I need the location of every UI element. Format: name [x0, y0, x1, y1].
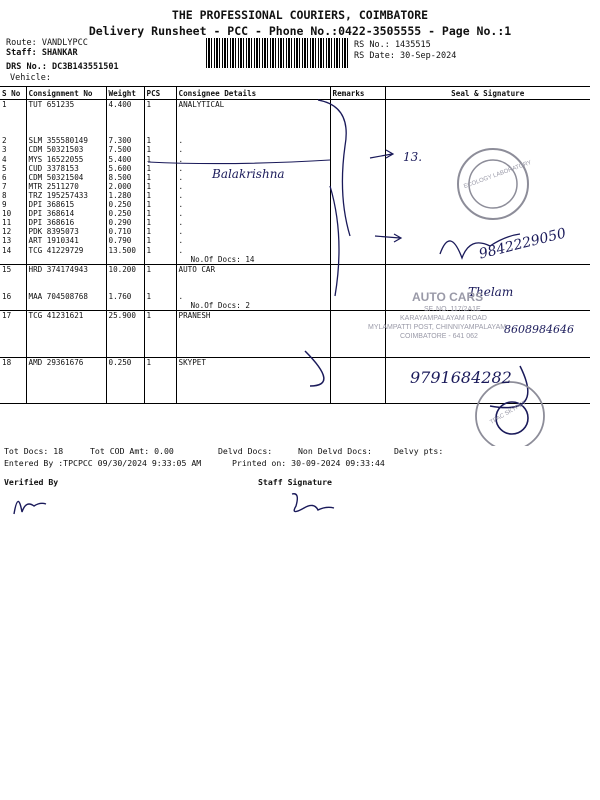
row-pcs: 1 [144, 173, 176, 182]
row-sno: 2 [2, 136, 7, 146]
row-sno: 13 [2, 236, 12, 246]
row-sno: 8 [2, 190, 7, 200]
rs-number: RS No.: 1435515 [354, 40, 431, 50]
row-consignment: TCG 41229729 [26, 246, 106, 255]
col-remarks: Remarks [330, 87, 385, 100]
row-consignee: . [176, 136, 330, 145]
col-seal: Seal & Signature [385, 87, 590, 100]
row-weight: 0.250 [106, 200, 144, 209]
staff-signature: Staff Signature [258, 477, 332, 487]
row-consignment: SLM 355580149 [26, 136, 106, 145]
non-delvd-docs: Non Delvd Docs: [298, 446, 372, 456]
row-pcs: 1 [144, 236, 176, 245]
row-consignee: . [176, 145, 330, 154]
autocar-stamp-line2: KARAYAMPALAYAM ROAD [400, 315, 487, 322]
staff-label: Staff: SHANKAR [6, 48, 78, 58]
row-weight: 0.290 [106, 218, 144, 227]
row-consignee: . [176, 191, 330, 200]
handwriting-marks [0, 86, 600, 446]
row-weight: 4.400 [106, 100, 144, 110]
row-weight: 10.200 [106, 264, 144, 274]
row-consignment: MAA 704508768 [26, 292, 106, 301]
barcode [206, 38, 348, 68]
row-weight: 8.500 [106, 173, 144, 182]
row-weight: 0.790 [106, 236, 144, 245]
row-consignee: ANALYTICAL [176, 100, 330, 110]
row-consignment: CDM 50321503 [26, 145, 106, 154]
skypet-stamp: TPAC SKYPET [489, 400, 528, 426]
row-consignment: HRD 374174943 [26, 264, 106, 274]
row-consignment: TCG 41231621 [26, 311, 106, 321]
row-consignee: . [176, 164, 330, 173]
row-consignment: ART 1910341 [26, 236, 106, 245]
row-consignee: . [176, 236, 330, 245]
col-pcs: PCS [144, 87, 176, 100]
row-consignment: TRZ 195257433 [26, 191, 106, 200]
row-consignee: . [176, 155, 330, 164]
row-sno: 3 [2, 145, 7, 155]
rs-date: RS Date: 30-Sep-2024 [354, 51, 457, 61]
row-consignment: CDM 50321504 [26, 173, 106, 182]
row-consignment: AMD 29361676 [26, 357, 106, 367]
entered-by: Entered By :TPCPCC 09/30/2024 9:33:05 AM [4, 458, 202, 468]
row-sno: 6 [2, 172, 7, 182]
row-pcs: 1 [144, 292, 176, 301]
row-consignee: . [176, 292, 330, 301]
row-sno: 17 [2, 311, 12, 321]
runsheet-subtitle: Delivery Runsheet - PCC - Phone No.:0422-3505555 - Page No.:1 [88, 24, 512, 38]
row-consignee: . [176, 173, 330, 182]
row-consignee: . [176, 227, 330, 236]
row-pcs: 1 [144, 227, 176, 236]
row-weight: 1.280 [106, 191, 144, 200]
row-pcs: 1 [144, 155, 176, 164]
row-weight: 7.500 [106, 145, 144, 154]
row-consignment: MYS 16522055 [26, 155, 106, 164]
row-sno: 10 [2, 209, 12, 219]
row-consignment: MTR 2511270 [26, 182, 106, 191]
row-consignee: No.Of Docs: 2 [176, 301, 330, 311]
hw-autocar-sig: Thelam [468, 285, 514, 299]
row-weight: 0.250 [106, 357, 144, 367]
row-consignment: DPI 368615 [26, 200, 106, 209]
col-consignee: Consignee Details [176, 87, 330, 100]
col-consignment: Consignment No [26, 87, 106, 100]
row-sno: 11 [2, 218, 12, 228]
row-sno: 7 [2, 181, 7, 191]
row-pcs: 1 [144, 182, 176, 191]
hw-note: 13. [403, 150, 423, 164]
row-pcs: 1 [144, 100, 176, 110]
row-consignee: . [176, 246, 330, 255]
row-sno: 12 [2, 227, 12, 237]
hw-phone2: 8608984646 [504, 323, 574, 336]
row-consignment: PDK 8395073 [26, 227, 106, 236]
row-pcs: 1 [144, 357, 176, 367]
vehicle-label: Vehicle: [10, 73, 51, 83]
hw-balakrishna: Balakrishna [212, 167, 285, 181]
col-weight: Weight [106, 87, 144, 100]
row-pcs: 1 [144, 164, 176, 173]
row-consignee: AUTO CAR [176, 264, 330, 274]
hw-pranesh-phone: 9791684282 [410, 368, 512, 387]
row-pcs: 1 [144, 246, 176, 255]
row-weight: 13.500 [106, 246, 144, 255]
row-pcs: 1 [144, 311, 176, 321]
row-weight: 0.710 [106, 227, 144, 236]
row-sno: 9 [2, 200, 7, 210]
row-consignee: . [176, 209, 330, 218]
row-sno: 5 [2, 163, 7, 173]
signature-scribbles [0, 484, 400, 524]
row-sno: 14 [2, 245, 12, 255]
autocar-stamp-line3: MYLAMPATTI POST, CHINNIYAMPALAYAM [368, 324, 507, 331]
row-consignee: . [176, 182, 330, 191]
row-weight: 7.300 [106, 136, 144, 145]
verified-by: Verified By [4, 477, 59, 487]
drs-number: DRS No.: DC3B143551501 [6, 62, 119, 72]
row-weight: 0.250 [106, 209, 144, 218]
row-weight: 25.900 [106, 311, 144, 321]
company-title: THE PROFESSIONAL COURIERS, COIMBATORE [171, 8, 429, 22]
row-consignee: SKYPET [176, 357, 330, 367]
row-sno: 1 [2, 100, 7, 109]
row-pcs: 1 [144, 209, 176, 218]
row-sno: 15 [2, 264, 12, 274]
row-consignee: . [176, 200, 330, 209]
row-pcs: 1 [144, 264, 176, 274]
row-consignee: PRANESH [176, 311, 330, 321]
row-consignee: . [176, 218, 330, 227]
row-pcs: 1 [144, 191, 176, 200]
autocar-stamp-line4: COIMBATORE - 641 062 [400, 333, 478, 340]
row-weight: 2.000 [106, 182, 144, 191]
hw-phone1: 9842229050 [477, 225, 568, 263]
row-pcs: 1 [144, 145, 176, 154]
route-label: Route: VANDLYPCC [6, 38, 88, 48]
row-weight: 1.760 [106, 292, 144, 301]
lab-stamp: ECOLOGY LABORATORY [463, 159, 533, 191]
col-sno: S No [0, 87, 26, 100]
tot-cod: Tot COD Amt: 0.00 [90, 446, 174, 456]
row-consignment: DPI 368616 [26, 218, 106, 227]
row-sno: 16 [2, 291, 12, 301]
printed-on: Printed on: 30-09-2024 09:33:44 [232, 458, 385, 468]
row-pcs: 1 [144, 136, 176, 145]
row-consignment: DPI 368614 [26, 209, 106, 218]
delvd-docs: Delvd Docs: [218, 446, 273, 456]
row-pcs: 1 [144, 200, 176, 209]
row-sno: 4 [2, 154, 7, 164]
row-consignment: TUT 651235 [26, 100, 106, 110]
row-consignee: No.Of Docs: 14 [176, 255, 330, 265]
row-pcs: 1 [144, 218, 176, 227]
row-weight: 5.400 [106, 155, 144, 164]
row-weight: 5.600 [106, 164, 144, 173]
row-sno: 18 [2, 357, 12, 367]
autocar-stamp-name: AUTO CARS [412, 290, 484, 304]
tot-docs: Tot Docs: 18 [4, 446, 64, 456]
autocar-stamp-line1: SF. NO. 117/2A1E [424, 306, 481, 313]
row-consignment: CUD 3378153 [26, 164, 106, 173]
delvy-pts: Delvy pts: [394, 446, 444, 456]
